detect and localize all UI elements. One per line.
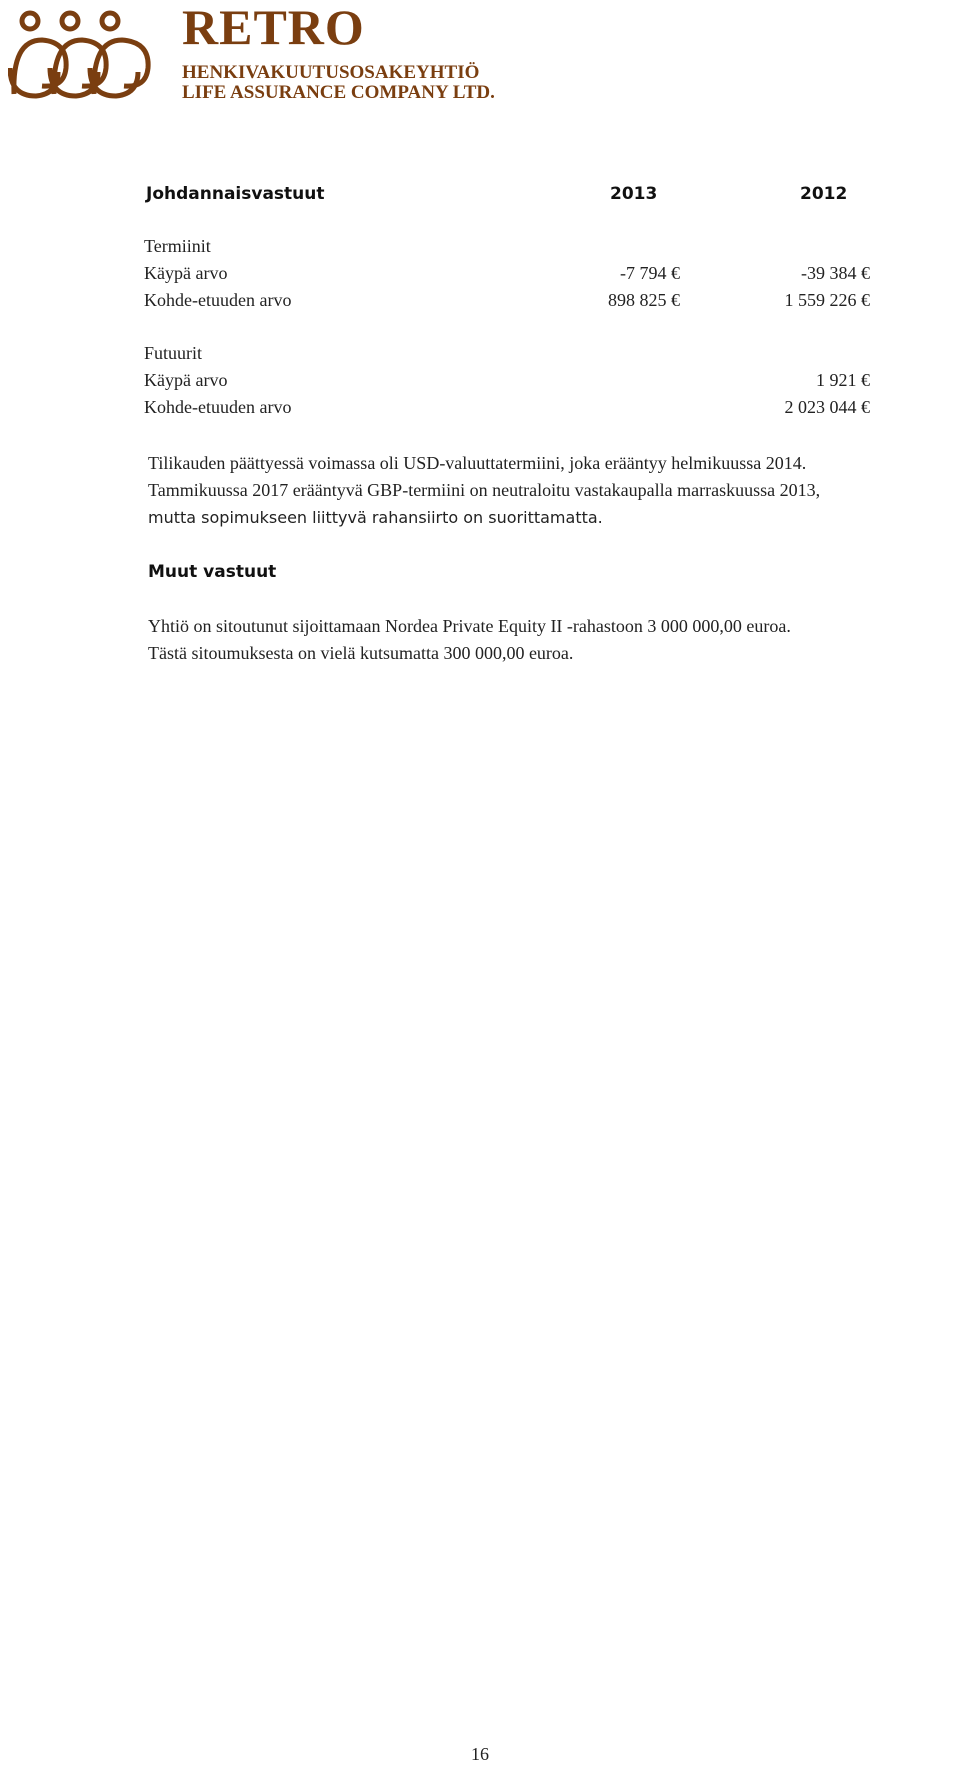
note-line: Tammikuussa 2017 erääntyvä GBP-termiini on neutraloitu vastakaupalla marraskuussa 2013, <box>148 480 821 500</box>
value-2012: 1 921 € <box>816 370 870 390</box>
derivatives-section-title: Johdannaisvastuut <box>146 184 325 204</box>
interlocking-figures-logo-icon <box>8 6 168 101</box>
value-2012: 1 559 226 € <box>784 290 870 310</box>
year-2013-header: 2013 <box>610 184 658 204</box>
value-2012: 2 023 044 € <box>784 397 870 417</box>
group-label-futuurit: Futuurit <box>144 343 203 363</box>
company-subtitle-en: LIFE ASSURANCE COMPANY LTD. <box>182 82 495 103</box>
row-label: Käypä arvo <box>144 370 228 390</box>
company-name: RETRO <box>182 0 365 55</box>
other-line: Yhtiö on sitoutunut sijoittamaan Nordea Private Equity II -rahastoon 3 000 000,00 euroa. <box>148 616 791 636</box>
company-subtitle-fi: HENKIVAKUUTUSOSAKEYHTIÖ <box>182 62 480 83</box>
row-label: Kohde-etuuden arvo <box>144 397 292 417</box>
year-2012-header: 2012 <box>800 184 848 204</box>
value-2013: 898 825 € <box>608 290 680 310</box>
note-line: Tilikauden päättyessä voimassa oli USD-valuuttatermiini, joka erääntyy helmikuussa 2014. <box>148 453 807 473</box>
row-label: Käypä arvo <box>144 263 228 283</box>
page-number: 16 <box>471 1744 489 1764</box>
group-label-termiinit: Termiinit <box>144 236 211 256</box>
other-line: Tästä sitoumuksesta on vielä kutsumatta 300 000,00 euroa. <box>148 643 574 663</box>
note-line: mutta sopimukseen liittyvä rahansiirto on suorittamatta. <box>148 508 603 527</box>
derivatives-note <box>148 450 948 531</box>
row-label: Kohde-etuuden arvo <box>144 290 292 310</box>
value-2012: -39 384 € <box>801 263 870 283</box>
value-2013: -7 794 € <box>620 263 680 283</box>
company-logo <box>8 0 528 106</box>
other-liabilities-text <box>148 613 948 667</box>
other-liabilities-title: Muut vastuut <box>148 562 277 582</box>
